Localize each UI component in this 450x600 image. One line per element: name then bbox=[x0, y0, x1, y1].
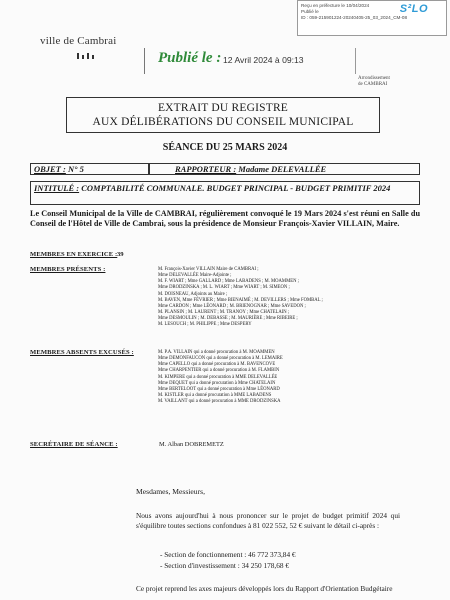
intitule-value: COMPTABILITÉ COMMUNALE. BUDGET PRINCIPAL - BUDGET PRIMITIF 2024 bbox=[81, 183, 391, 193]
title-line: EXTRAIT DU REGISTRE bbox=[157, 102, 289, 114]
s2lo-logo: S²LO bbox=[399, 3, 428, 15]
list-item: Mme CAPELLO qui a donné procuration à M. BAVENCOVE bbox=[158, 362, 276, 368]
list-item: M. BAVEN, Mme FÉVRIER ; Mme BIENAIMÉ ; M. DEVILLERS ; Mme FOMBAL ; bbox=[158, 297, 323, 303]
list-item: M. VAILLANT qui a donné procuration à MME DRODZINSKA bbox=[158, 399, 281, 405]
receipt-line-received: Reçu en préfecture le 10/04/2024 bbox=[301, 3, 370, 8]
list-item: Mme DELEVALLÉE Maire-Adjointe ; bbox=[158, 273, 232, 279]
budget-section-item: - Section de fonctionnement : 46 772 373,84 € bbox=[160, 550, 296, 559]
list-item: Mme CARDON ; Mme LÉONARD ; M. BRIENOGNAR ; Mme SAVEDON ; bbox=[158, 303, 306, 309]
list-item: M. P.A. VILLAIN qui a donné procuration à M. MOAMMEN bbox=[158, 350, 275, 355]
members-present-list bbox=[158, 267, 428, 329]
list-item: Mme DESMOULIN ; M. DEBASSE ; M. MAURIÈRE ; Mme RIBEIRE ; bbox=[158, 316, 298, 322]
budget-section-item: - Section d'investissement : 34 250 178,68 € bbox=[160, 560, 289, 570]
members-absent-list bbox=[158, 350, 428, 405]
salutation: Mesdames, Messieurs, bbox=[136, 487, 205, 496]
arrondissement bbox=[358, 76, 390, 88]
intro-paragraph: Le Conseil Municipal de la Ville de CAMBRAI, régulièrement convoqué le 19 Mars 2024 s'est réuni en Salle du Conseil de l'Hôtel de Ville de Cambrai, sous la présidence de Monsieur François-Xavier VILLAIN, Maire. bbox=[30, 209, 420, 228]
rapporteur-label: RAPPORTEUR : bbox=[175, 164, 237, 174]
seance-date: SÉANCE DU 25 MARS 2024 bbox=[162, 142, 288, 153]
list-item: Mme CHARPENTIER qui a donné procuration à M. FLAMBIN bbox=[158, 368, 280, 374]
objet-box bbox=[30, 163, 150, 175]
city-logo-mark bbox=[75, 53, 99, 59]
receipt-line-id: ID : 059-215901224-20240405-25_03_2024_CM-08 bbox=[301, 15, 407, 21]
list-item: M. KIMPERE qui a donné procuration à MME DELEVALLÉE bbox=[158, 374, 278, 380]
receipt-line-published: Publié le bbox=[301, 9, 319, 15]
secretary-label: SECRÉTAIRE DE SÉANCE : bbox=[30, 441, 118, 448]
published-date: 12 Avril 2024 à 09:13 bbox=[223, 55, 304, 65]
city-logo-text: ville de Cambrai bbox=[40, 35, 117, 47]
body-paragraph-2: Ce projet reprend les axes majeurs développés lors du Rapport d'Orientation Budgétaire bbox=[136, 584, 393, 593]
body-paragraph-1: Nous avons aujourd'hui à nous prononcer sur le projet de budget primitif 2024 qui s'équilibre toutes sections confondues à 81 022 552, 52 € suivant le détail ci-après : bbox=[136, 511, 400, 530]
list-item: M. KISTLER qui a donné procuration à MME LABADENS bbox=[158, 393, 272, 399]
title-line: AUX DÉLIBÉRATIONS DU CONSEIL MUNICIPAL bbox=[92, 116, 354, 128]
document-title-box bbox=[66, 97, 380, 133]
rapporteur-value: Madame DELEVALLÉE bbox=[238, 164, 327, 174]
list-item: Mme DEQUET qui a donné procuration à Mme CHATELAIN bbox=[158, 380, 276, 386]
list-item: M. François-Xavier VILLAIN Maire de CAMBRAI ; bbox=[158, 267, 259, 272]
intitule-label: INTITULÉ : bbox=[34, 183, 80, 193]
members-exercise-label: MEMBRES EN EXERCICE : bbox=[30, 251, 118, 258]
prefecture-receipt-stamp bbox=[297, 0, 447, 36]
list-item: M. DOISNEAU, Adjoints au Maire ; bbox=[158, 291, 228, 297]
list-item: M. PLANSIN ; M. LAURENT ; M. TRANOY ; Mme CHATELAIN ; bbox=[158, 310, 290, 316]
objet-label: OBJET : bbox=[34, 164, 66, 174]
list-item: Mme BERTELOOT qui a donné procuration à Mme LÉONARD bbox=[158, 386, 280, 392]
rapporteur-box bbox=[148, 163, 420, 175]
arrondissement-line: de CAMBRAI bbox=[358, 82, 388, 87]
members-absent-label: MEMBRES ABSENTS EXCUSÉS : bbox=[30, 349, 134, 356]
budget-sections bbox=[160, 550, 390, 571]
members-exercise-value: 39 bbox=[117, 251, 124, 258]
secretary-value: M. Alban DOBREMETZ bbox=[159, 441, 224, 448]
list-item: M. F. WIART ; Mme GALLARD ; Mme LABADENS ; M. MOAMMEN ; bbox=[158, 279, 299, 285]
intitule-box bbox=[30, 181, 420, 205]
objet-value: N° 5 bbox=[68, 164, 84, 174]
list-item: M. LESOUCH ; M. PHILIPPE ; Mme DESPERY bbox=[158, 322, 252, 328]
published-label: Publié le : bbox=[158, 50, 222, 66]
list-item: Mme DEMONFAUCON qui a donné procuration à M. LEMAIRE bbox=[158, 356, 283, 362]
arrondissement-line: Arrondissement bbox=[358, 76, 390, 81]
members-present-label: MEMBRES PRÉSENTS : bbox=[30, 266, 106, 273]
list-item: Mme DRODZINSKA ; M. L. WIART ; Mme WIART ; M. SIMEON ; bbox=[158, 285, 290, 291]
